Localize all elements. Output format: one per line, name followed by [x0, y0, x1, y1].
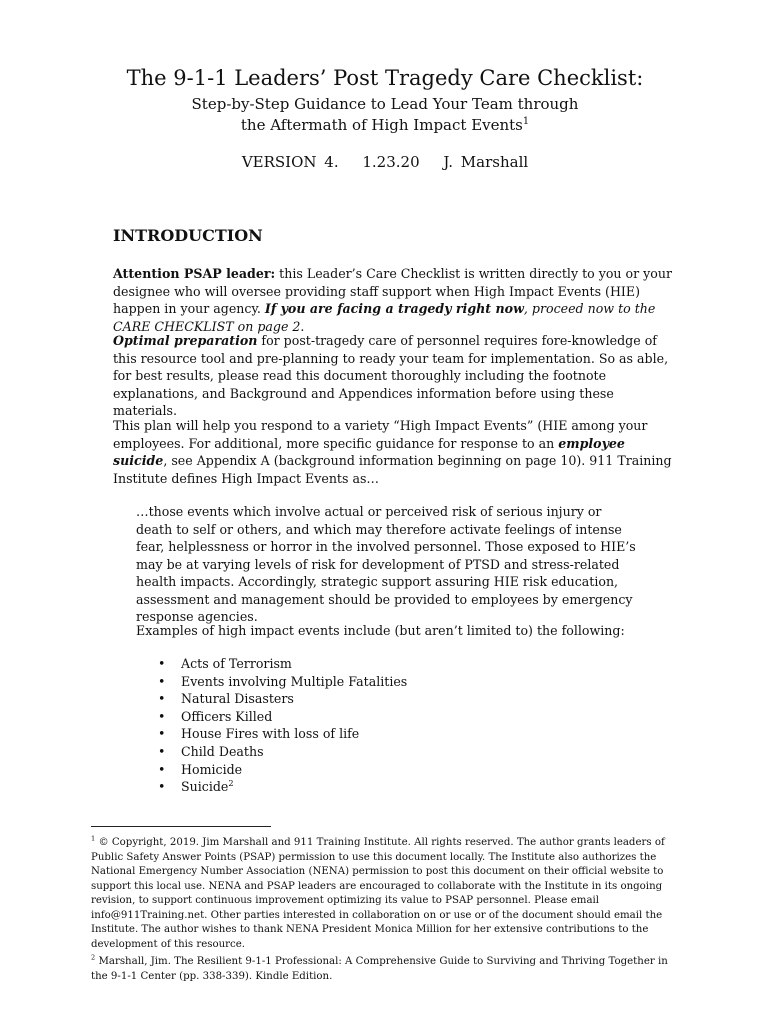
footnote-2-text: Marshall, Jim. The Resilient 9-1-1 Professional: A Comprehensive Guide to Surviving and Thriving Together in the 9-1-1 Center (pp. 338-339). Kindle Edition. — [91, 956, 668, 982]
attention-text: this Leader’s Care Checklist is written directly to you or your designee who will oversee providing staff support when High Impact Events (HIE) happen in your agency. — [113, 266, 672, 316]
version-line — [0, 153, 770, 171]
paragraph-plan — [113, 417, 673, 487]
subtitle-line-2-text: the Aftermath of High Impact Events — [240, 116, 523, 134]
list-item: • Events involving Multiple Fatalities — [158, 673, 407, 691]
paragraph-optimal-preparation — [113, 332, 673, 420]
examples-intro: Examples of high impact events include (but aren’t limited to) the following: — [136, 623, 625, 638]
list-item: • Acts of Terrorism — [158, 655, 407, 673]
document-title — [0, 66, 770, 90]
footnote-divider — [91, 826, 271, 827]
list-item: • Officers Killed — [158, 708, 407, 726]
list-item: • House Fires with loss of life — [158, 725, 407, 743]
subtitle-line-1 — [0, 95, 770, 113]
list-item-text: Suicide — [181, 779, 229, 795]
paragraph-attention — [113, 265, 673, 335]
list-item: • Child Deaths — [158, 743, 407, 761]
attention-emphasis: If you are facing a tragedy right now — [264, 301, 524, 316]
subtitle-line-2 — [0, 116, 770, 134]
version-label: VERSION 4. — [241, 153, 339, 171]
footnote-ref-1[interactable]: 1 — [522, 116, 530, 127]
section-heading-introduction: INTRODUCTION — [113, 226, 263, 245]
list-item: • Homicide — [158, 761, 407, 779]
footnote-1 — [91, 836, 683, 952]
optimal-preparation-text: for post-tragedy care of personnel requires fore-knowledge of this resource tool and pre-planning to ready your team for implementation. So as able, for best results, please read this document thoroughly including the footnote explanations, and Background and Appendices information before using these materials. — [113, 333, 669, 418]
title-text: The 9-1-1 Leaders’ Post Tragedy Care Checklist: — [126, 66, 644, 90]
optimal-preparation-lead: Optimal preparation — [113, 333, 258, 348]
hie-definition-quote: …those events which involve actual or perceived risk of serious injury or death to self or others, and which may therefore activate feelings of intense fear, helplessness or horror in the involved personnel. Those exposed to HIE’s may be at varying levels of risk for development of PTSD and stress-related health impacts. Accordingly, strategic support assuring HIE risk education, assessment and management should be provided to employees by emergency response agencies. — [136, 504, 636, 624]
footnote-2 — [91, 955, 683, 984]
subtitle-line-1-text: Step-by-Step Guidance to Lead Your Team through — [191, 95, 579, 113]
attention-tail: , proceed now to the CARE CHECKLIST on page 2. — [113, 301, 656, 334]
footnote-1-number: 1 — [91, 834, 96, 843]
footnote-2-number: 2 — [91, 953, 96, 962]
plan-text: This plan will help you respond to a variety “High Impact Events” (HIE among your employees. For additional, more specific guidance for response to an — [113, 418, 648, 451]
examples-list — [158, 655, 407, 796]
author-name: J. Marshall — [443, 153, 529, 171]
list-item — [158, 778, 407, 796]
plan-emphasis: employee suicide — [113, 435, 625, 468]
list-item: • Natural Disasters — [158, 690, 407, 708]
version-date: 1.23.20 — [362, 153, 420, 171]
footnote-ref-2[interactable]: 2 — [228, 777, 234, 788]
plan-tail: , see Appendix A (background information beginning on page 10). 911 Training Institute defines High Impact Events as… — [113, 453, 672, 486]
attention-lead: Attention PSAP leader: — [113, 266, 276, 281]
footnote-1-text: © Copyright, 2019. Jim Marshall and 911 Training Institute. All rights reserved. The author grants leaders of Public Safety Answer Points (PSAP) permission to use this document locally. The Institute also authorizes the National Emergency Number Association (NENA) permission to post this document on their official website to support this local use. NENA and PSAP leaders are encouraged to collaborate with the Institute in its ongoing revision, to support continuous improvement optimizing its value to PSAP personnel. Please email info@911Training.net. Other parties interested in collaboration on or use or of the document should email the Institute. The author wishes to thank NENA President Monica Million for her extensive contributions to the development of this resource. — [91, 837, 665, 950]
